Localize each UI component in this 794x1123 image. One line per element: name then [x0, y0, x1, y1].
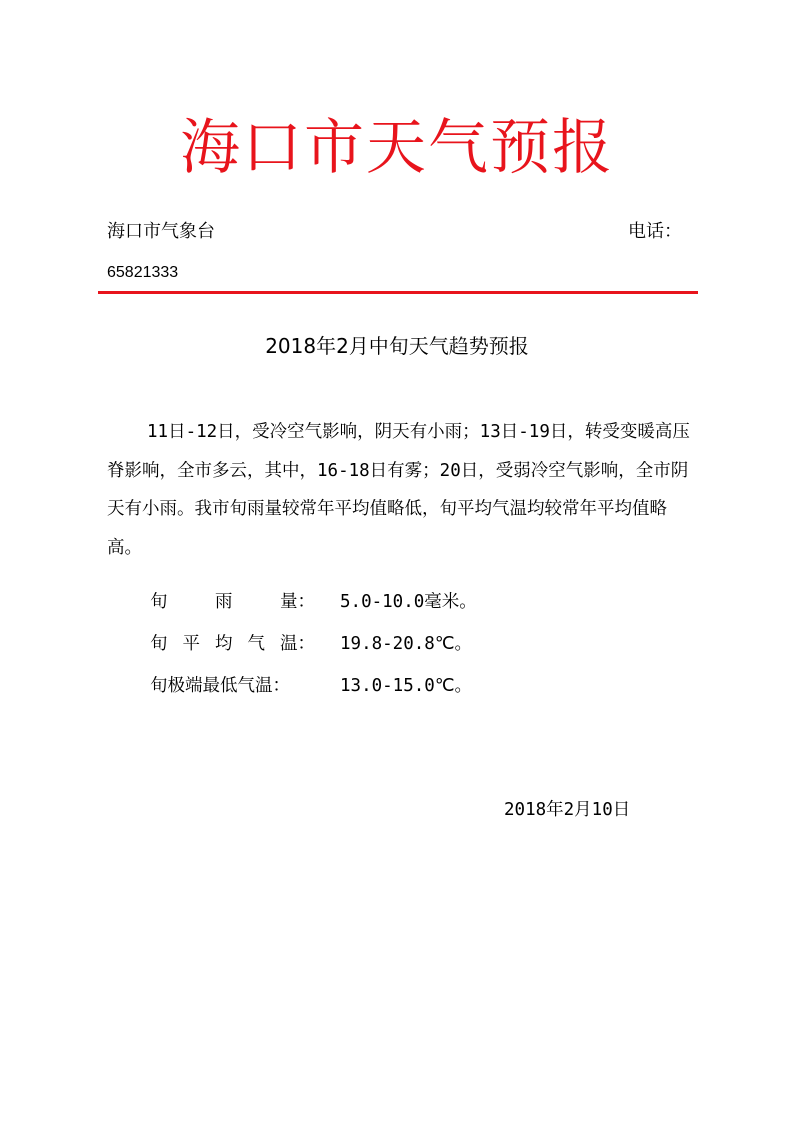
- phone-number: 65821333: [107, 264, 179, 281]
- stat-value-rainfall: 5.0-10.0毫米。: [340, 592, 477, 612]
- issue-date: 2018年2月10日: [504, 800, 631, 820]
- stat-label-min-temp: 旬极端最低气温：: [150, 676, 290, 696]
- stat-value-min-temp: 13.0-15.0℃。: [340, 676, 472, 696]
- header-divider: [98, 291, 698, 294]
- page-title: 海口市天气预报: [180, 113, 614, 183]
- stat-value-avg-temp: 19.8-20.8℃。: [340, 634, 472, 654]
- forecast-paragraph: 11日-12日，受冷空气影响，阴天有小雨；13日-19日，转受变暖高压脊影响，全市多云，其中，16-18日有雾；20日，受弱冷空气影响，全市阴天有小雨。我市旬雨量较常年平均值略低，旬平均气温均较常年平均值略高。: [107, 422, 690, 558]
- stat-label-rainfall: 旬 雨 量：: [150, 592, 315, 612]
- stat-label-avg-temp: 旬 平 均 气 温：: [150, 634, 315, 654]
- forecast-subtitle: 2018年2月中旬天气趋势预报: [265, 334, 529, 358]
- organization-name: 海口市气象台: [107, 221, 215, 242]
- phone-label: 电话：: [628, 221, 682, 242]
